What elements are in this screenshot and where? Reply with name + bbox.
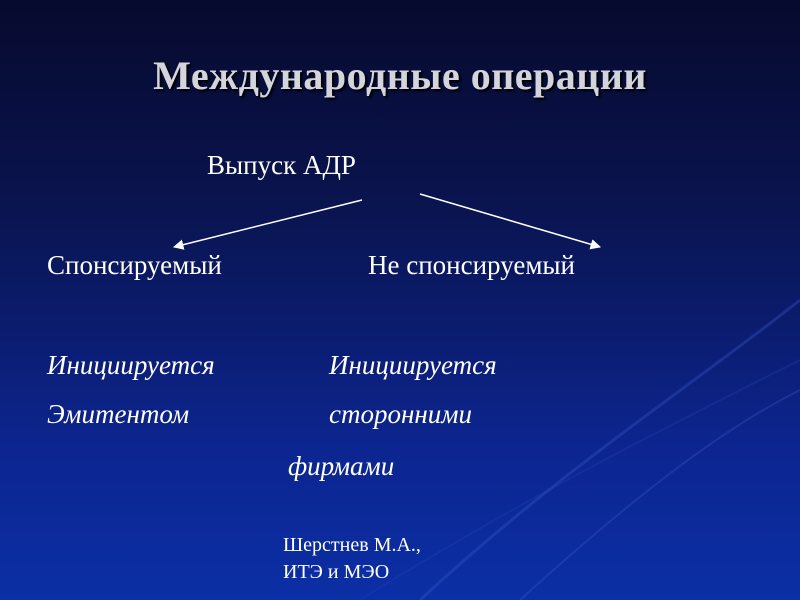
arrow-left — [174, 200, 362, 247]
right-detail-line-1: Инициируется — [329, 350, 497, 380]
left-detail-line-2: Эмитентом — [47, 399, 190, 429]
slide-title: Международные операции — [153, 53, 647, 98]
left-branch-label: Спонсируемый — [47, 250, 222, 280]
arrow-right — [420, 194, 600, 247]
right-detail-line-2: сторонними — [329, 399, 473, 429]
author-name: Шерстнев М.А., — [283, 534, 421, 556]
author-affiliation: ИТЭ и МЭО — [283, 561, 390, 583]
right-branch-label: Не спонсируемый — [368, 250, 575, 280]
left-detail-line-1: Инициируется — [47, 350, 215, 380]
right-detail-line-3: фирмами — [288, 451, 395, 481]
root-node: Выпуск АДР — [207, 150, 356, 180]
